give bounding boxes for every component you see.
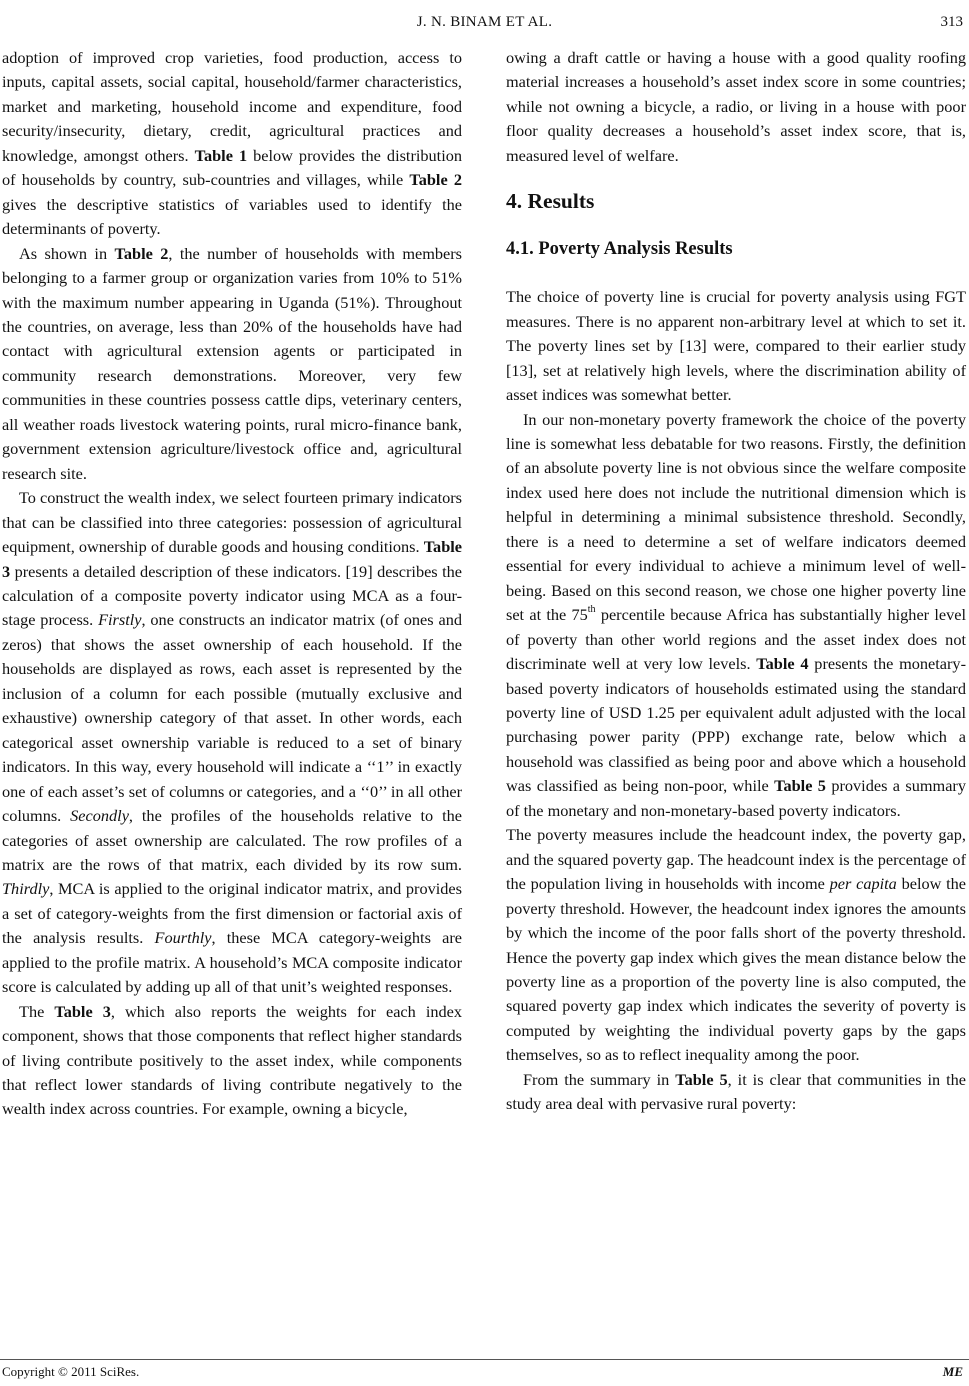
- paragraph: To construct the wealth index, we select fourteen primary indicators that can be classified into three categories: possession of agricultural equipment, ownership of durable goods and housing conditions. Table 3 presents a detailed description of these indicators. [19] describes the calculation of a composite poverty indicator using MCA as a four-stage process. Firstly, one constructs an indicator matrix (of ones and zeros) that shows the asset ownership of each household. If the households are displayed as rows, each asset is represented by the inclusion of a column for each possible (mutually exclusive and exhaustive) ownership category of that asset. In other words, each categorical asset ownership variable is reduced to a set of binary indicators. In this way, every household will indicate a ‘‘1’’ in exactly one of each asset’s set of columns or categories, and a ‘‘0’’ in all other columns. Secondly, the profiles of the households relative to the categories of asset ownership are calculated. The row profiles of a matrix are the rows of that matrix, each divided by its row sum. Thirdly, MCA is applied to the original indicator matrix, and provides a set of category-weights from the first dimension or factorial axis of the analysis results. Fourthly, these MCA category-weights are applied to the profile matrix. A household’s MCA composite indicator score is calculated by adding up all of that unit’s weighted responses.: [2, 488, 463, 997]
- page-number: 313: [940, 14, 963, 30]
- paragraph: In our non-monetary poverty framework the choice of the poverty line is somewhat less debatable for two reasons. Firstly, the definition of an absolute poverty line is not obvious since the welfare composite index used here does not include the nutritional dimension which is helpful in determining a minimal subsistence threshold. Secondly, there is a need to determine a set of welfare indicators deemed essential for every individual to achieve a minimum level of well-being. Based on this second reason, we chose one higher poverty line set at the 75th percentile because Africa has substantially higher level of poverty than other world regions and the asset index does not discriminate well at very low levels. Table 4 presents the monetary-based poverty indicators of households estimated using the standard poverty line of USD 1.25 per equivalent adult adjusted with the local purchasing power parity (PPP) exchange rate, below which a household was classified as being poor and above which a household was classified as being non-poor, while Table 5 provides a summary of the monetary and non-monetary-based poverty indicators.: [506, 409, 966, 820]
- right-column: [506, 46, 966, 1117]
- footer-rule: [0, 1359, 969, 1360]
- running-header: [0, 14, 969, 34]
- copyright-notice: Copyright © 2011 SciRes.: [2, 1364, 140, 1379]
- subsection-heading: 4.1. Poverty Analysis Results: [506, 239, 733, 260]
- running-title: J. N. BINAM ET AL.: [416, 14, 553, 30]
- paragraph: The choice of poverty line is crucial for poverty analysis using FGT measures. There is no apparent non-arbitrary level at which to set it. The poverty lines set by [13] were, compared to their earlier study [13], set at relatively high levels, where the discrimination ability of asset indices was somewhat better.: [506, 287, 966, 405]
- paragraph: The Table 3, which also reports the weights for each index component, shows that those components that reflect higher standards of living contribute positively to the asset index, while components that reflect lower standards of living contribute negatively to the wealth index across countries. For example, owning a bicycle,: [2, 1001, 462, 1119]
- paragraph: From the summary in Table 5, it is clear that communities in the study area deal with pervasive rural poverty:: [506, 1069, 966, 1114]
- paragraph: The poverty measures include the headcount index, the poverty gap, and the squared poverty gap. The headcount index is the percentage of the population living in households with income per capita below the poverty threshold. However, the headcount index ignores the amounts by which the income of the poor falls short of the poverty threshold. Hence the poverty gap index which gives the mean distance below the poverty line as a proportion of the poverty line is also computed, the squared poverty gap index which indicates the severity of poverty is computed by weighting the individual poverty gaps by the gaps themselves, so as to reflect inequality among the poor.: [506, 825, 967, 1065]
- left-column: [2, 46, 462, 1122]
- section-heading: 4. Results: [506, 189, 595, 214]
- paragraph: owing a draft cattle or having a house with a good quality roofing material increases a household’s asset index score in some countries; while not owning a bicycle, a radio, or living in a house with poor floor quality decreases a household’s asset index score, that is, measured level of welfare.: [506, 48, 966, 165]
- paragraph: adoption of improved crop varieties, food production, access to inputs, capital assets, social capital, household/farmer characteristics, market and marketing, household income and expenditure, food security/insecurity, dietary, credit, agricultural practices and knowledge, amongst others. Table 1 below provides the distribution of households by country, sub-countries and villages, while Table 2 gives the descriptive statistics of variables used to identify the determinants of poverty.: [2, 48, 463, 239]
- paragraph: As shown in Table 2, the number of households with members belonging to a farmer group or organization varies from 10% to 51% with the maximum number appearing in Uganda (51%). Throughout the countries, on average, less than 20% of the households have had contact with agricultural extension agents or participated in community research demonstrations. Moreover, very few communities in these countries possess cattle dips, veterinary centers, all weather roads livestock watering points, rural micro-finance bank, government extension agriculture/livestock office and, agricultural research site.: [2, 243, 462, 483]
- journal-abbreviation: ME: [942, 1364, 963, 1379]
